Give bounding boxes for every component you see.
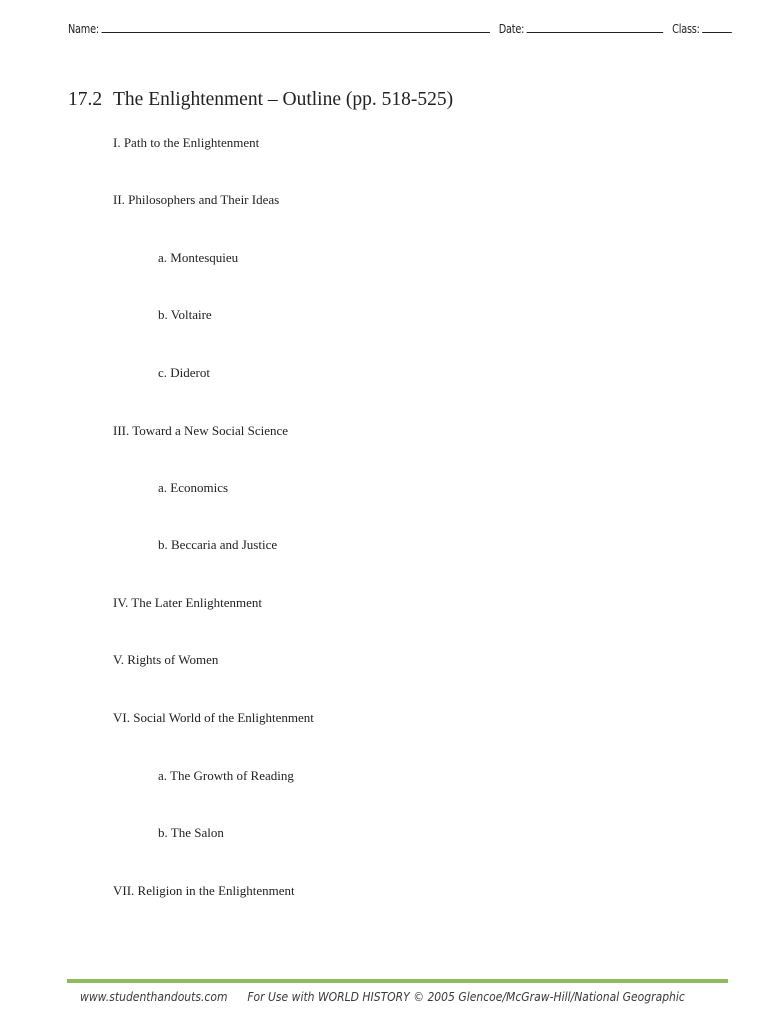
outline-item: VII. Religion in the Enlightenment: [113, 883, 295, 898]
date-blank: [527, 19, 664, 33]
outline-subitem: b. Voltaire: [158, 307, 212, 322]
student-info-header: [68, 19, 700, 36]
class-blank: [702, 19, 732, 33]
name-label: Name:: [68, 21, 99, 36]
name-blank: [101, 19, 489, 33]
title-text: The Enlightenment – Outline (pp. 518-525): [113, 89, 454, 110]
section-number: 17.2: [68, 89, 103, 110]
outline-item: I. Path to the Enlightenment: [113, 135, 260, 150]
outline-subitem: a. Economics: [158, 480, 229, 495]
outline-subitem: b. The Salon: [158, 825, 224, 840]
outline-item: IV. The Later Enlightenment: [113, 595, 262, 610]
date-label: Date:: [498, 21, 525, 36]
outline-item: V. Rights of Women: [113, 652, 219, 667]
footer-credit: For Use with WORLD HISTORY © 2005 Glencoe/McGraw-Hill/National Geographic: [247, 990, 685, 1004]
page-title: [68, 89, 453, 111]
outline-subitem: c. Diderot: [158, 365, 210, 380]
footer-divider: [67, 979, 728, 983]
page-footer: [80, 990, 685, 1004]
footer-website: www.studenthandouts.com: [80, 990, 228, 1004]
class-label: Class:: [672, 21, 700, 36]
outline-item: VI. Social World of the Enlightenment: [113, 710, 314, 725]
outline-subitem: a. The Growth of Reading: [158, 768, 294, 783]
outline-subitem: b. Beccaria and Justice: [158, 537, 278, 552]
outline-subitem: a. Montesquieu: [158, 250, 239, 265]
outline-item: II. Philosophers and Their Ideas: [113, 192, 280, 207]
outline-item: III. Toward a New Social Science: [113, 423, 289, 438]
